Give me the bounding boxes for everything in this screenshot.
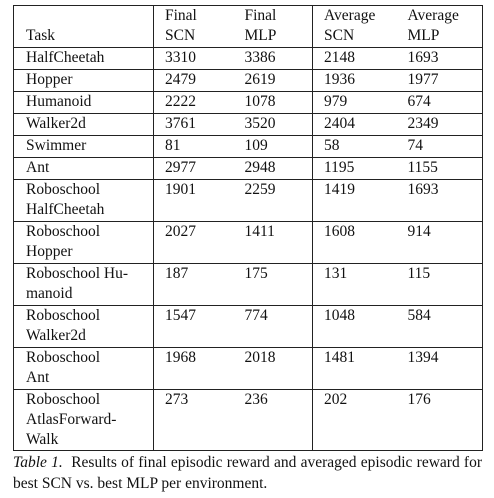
header-cell: Final [154,6,234,27]
average-scn-cell: 58 [313,136,397,158]
final-mlp-cell: 3520 [234,114,313,136]
final-mlp-cell: 236 [234,390,313,451]
table-header [14,6,483,48]
table-row [14,180,483,222]
header-cell: Average [397,6,483,27]
task-name-line: Roboschool [26,307,101,324]
average-scn-cell: 1608 [313,222,397,264]
header-cell: MLP [244,27,277,44]
task-name-cell [14,70,154,92]
final-scn-cell: 2479 [154,70,234,92]
task-name-line: Humanoid [26,93,92,110]
final-scn-cell: 273 [154,390,234,451]
header-cell: SCN [313,26,397,48]
table-row [14,92,483,114]
table-row [14,264,483,306]
final-scn-cell: 2222 [154,92,234,114]
task-name-line: Walk [26,431,59,448]
task-name-cell [14,222,154,264]
average-scn-cell: 979 [313,92,397,114]
table-row [14,222,483,264]
final-scn-cell: 2977 [154,158,234,180]
task-name-cell [14,390,154,451]
final-mlp-cell: 175 [234,264,313,306]
task-name-cell [14,264,154,306]
task-name-line: HalfCheetah [26,49,105,66]
task-name-line: Walker2d [26,327,86,344]
final-scn-cell: 3761 [154,114,234,136]
header-row-1 [14,6,483,27]
final-scn-cell: 81 [154,136,234,158]
table-row [14,70,483,92]
task-name-cell [14,92,154,114]
task-name-line: Walker2d [26,115,86,132]
caption-label: Table 1. [13,454,63,471]
average-mlp-cell: 176 [397,390,483,451]
task-name-line: Roboschool [26,223,101,240]
average-scn-cell: 1195 [313,158,397,180]
caption-text: Results of final episodic reward and averaged episodic reward for best SCN vs. best MLP per environment. [13,454,482,492]
results-table [13,5,483,451]
average-mlp-cell: 674 [397,92,483,114]
final-scn-cell: 1968 [154,348,234,390]
average-mlp-cell: 1693 [397,48,483,70]
task-name-cell [14,158,154,180]
task-name-line: HalfCheetah [26,201,105,218]
task-name-line: AtlasForward- [26,411,117,428]
task-name-line: Hopper [26,243,73,260]
average-scn-cell: 2148 [313,48,397,70]
task-name-cell [14,48,154,70]
table-row [14,158,483,180]
task-name-line: Ant [26,159,50,176]
task-name-line: Roboschool [26,349,101,366]
final-mlp-cell: 2259 [234,180,313,222]
table-body [14,48,483,451]
table-row [14,48,483,70]
table-caption [13,452,482,494]
final-mlp-cell: 2948 [234,158,313,180]
final-scn-cell: 1547 [154,306,234,348]
results-table-container [13,5,482,451]
task-name-cell [14,306,154,348]
average-mlp-cell: 914 [397,222,483,264]
header-cell: Task [14,26,154,48]
average-mlp-cell: 584 [397,306,483,348]
average-mlp-cell: 1155 [397,158,483,180]
task-name-line: Ant [26,369,50,386]
header-cell: SCN [154,26,234,48]
final-mlp-cell: 2018 [234,348,313,390]
header-cell: Final [234,6,313,27]
average-scn-cell: 202 [313,390,397,451]
task-name-line: Roboschool [26,181,101,198]
header-cell: Average [313,6,397,27]
task-name-line: Swimmer [26,137,87,154]
task-name-cell [14,348,154,390]
average-scn-cell: 1481 [313,348,397,390]
task-name-cell [14,136,154,158]
final-scn-cell: 3310 [154,48,234,70]
header-cell [14,6,154,27]
final-mlp-cell: 3386 [234,48,313,70]
average-mlp-cell: 1977 [397,70,483,92]
average-mlp-cell: 2349 [397,114,483,136]
task-name-line: Hopper [26,71,73,88]
table-row [14,114,483,136]
average-scn-cell: 2404 [313,114,397,136]
final-mlp-cell: 1411 [234,222,313,264]
average-mlp-cell: 1693 [397,180,483,222]
final-mlp-cell: 1078 [234,92,313,114]
average-scn-cell: 1419 [313,180,397,222]
average-scn-cell: 131 [313,264,397,306]
average-mlp-cell: 74 [397,136,483,158]
task-name-cell [14,114,154,136]
average-scn-cell: 1048 [313,306,397,348]
average-mlp-cell: 1394 [397,348,483,390]
header-cell: MLP [397,26,483,48]
final-scn-cell: 2027 [154,222,234,264]
final-mlp-cell: 109 [234,136,313,158]
header-row-2 [14,26,483,48]
task-name-line: Roboschool [26,391,101,408]
average-scn-cell: 1936 [313,70,397,92]
task-name-line: manoid [26,285,73,302]
table-row [14,390,483,451]
table-row [14,136,483,158]
task-name-cell [14,180,154,222]
final-scn-cell: 187 [154,264,234,306]
final-scn-cell: 1901 [154,180,234,222]
table-row [14,348,483,390]
task-name-line: Roboschool Hu- [26,265,129,282]
final-mlp-cell: 2619 [234,70,313,92]
average-mlp-cell: 115 [397,264,483,306]
final-mlp-cell: 774 [234,306,313,348]
table-row [14,306,483,348]
